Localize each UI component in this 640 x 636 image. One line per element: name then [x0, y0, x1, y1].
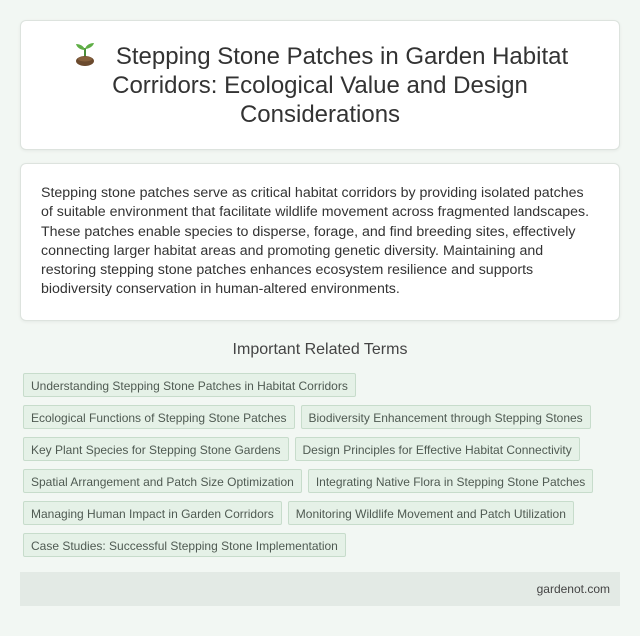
related-terms-list: [23, 373, 623, 557]
related-term-tag[interactable]: Understanding Stepping Stone Patches in Habitat Corridors: [23, 373, 356, 397]
related-terms-heading: Important Related Terms: [232, 341, 408, 358]
title-card: [20, 20, 620, 150]
page-title-text: Stepping Stone Patches in Garden Habitat Corridors: Ecological Value and Design Considerations: [112, 43, 569, 128]
sprout-icon: [72, 41, 98, 67]
related-term-tag[interactable]: Monitoring Wildlife Movement and Patch Utilization: [288, 501, 574, 525]
related-term-tag[interactable]: Spatial Arrangement and Patch Size Optimization: [23, 469, 302, 493]
related-term-tag[interactable]: Managing Human Impact in Garden Corridors: [23, 501, 282, 525]
footer-site-link[interactable]: gardenot.com: [536, 582, 610, 596]
summary-card: [20, 163, 620, 321]
related-term-tag[interactable]: Case Studies: Successful Stepping Stone Implementation: [23, 533, 346, 557]
related-term-tag[interactable]: Biodiversity Enhancement through Stepping Stones: [301, 405, 591, 429]
related-term-tag[interactable]: Key Plant Species for Stepping Stone Gardens: [23, 437, 289, 461]
page-title: [60, 41, 580, 129]
related-term-tag[interactable]: Ecological Functions of Stepping Stone Patches: [23, 405, 295, 429]
footer: [20, 572, 620, 606]
related-term-tag[interactable]: Integrating Native Flora in Stepping Stone Patches: [308, 469, 594, 493]
summary-text: Stepping stone patches serve as critical habitat corridors by providing isolated patches of suitable environment that facilitate wildlife movement across fragmented landscapes. These patches enable species to disperse, forage, and find breeding sites, effectively connecting larger habitat areas and promoting genetic diversity. Maintaining and restoring stepping stone patches enhances ecosystem resilience and supports biodiversity conservation in human-altered environments.: [41, 185, 590, 298]
related-term-tag[interactable]: Design Principles for Effective Habitat Connectivity: [295, 437, 580, 461]
